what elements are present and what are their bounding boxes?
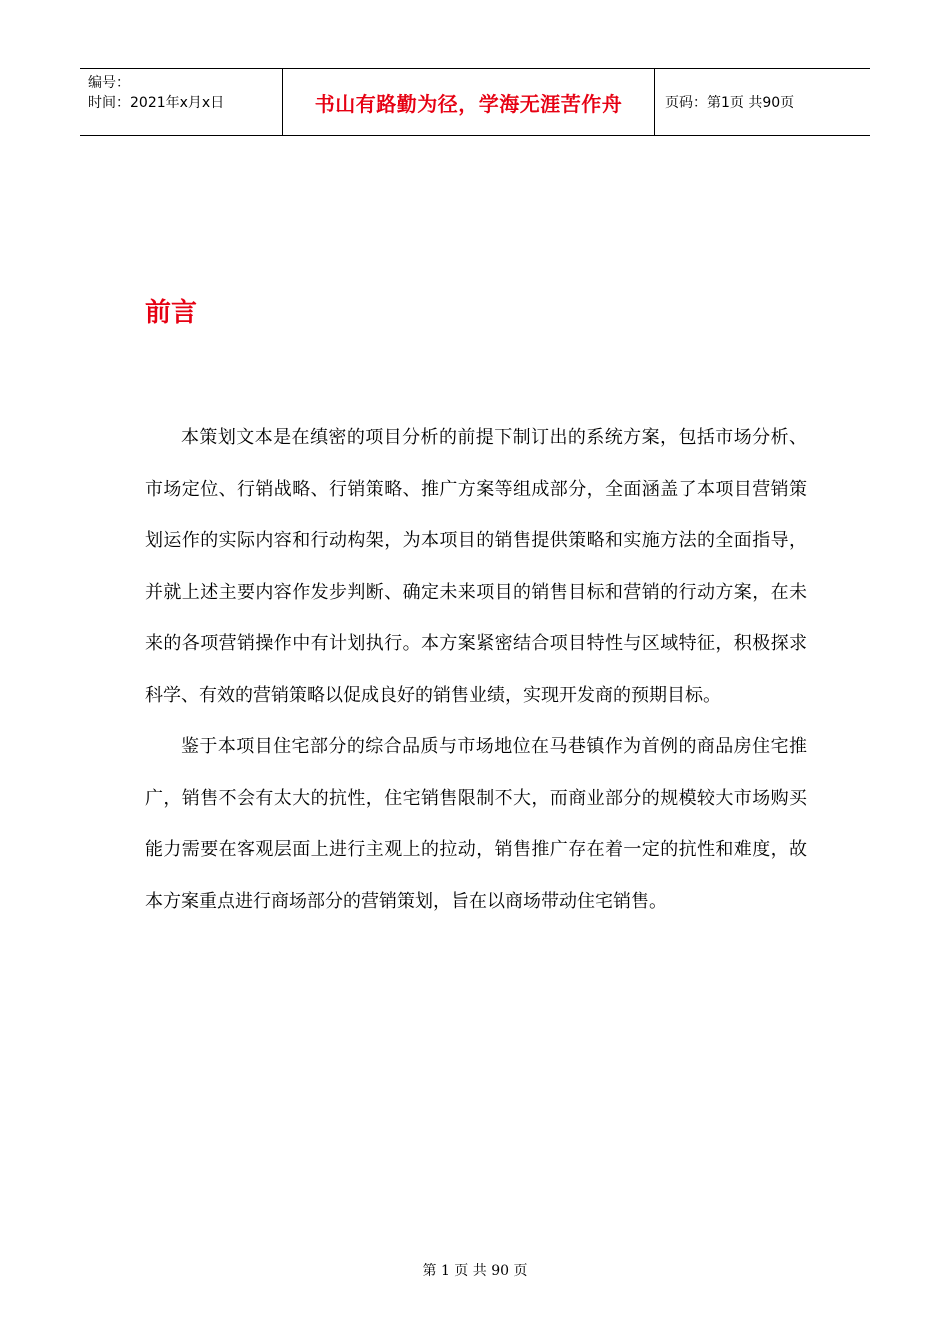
document-number-label: 编号： xyxy=(88,75,130,91)
page-header xyxy=(80,68,870,136)
header-motto: 书山有路勤为径，学海无涯苦作舟 xyxy=(314,91,623,116)
header-page-cell xyxy=(655,69,870,135)
header-motto-cell xyxy=(282,69,655,135)
header-meta-cell xyxy=(80,69,282,135)
paragraph: 本策划文本是在缜密的项目分析的前提下制订出的系统方案，包括市场分析、市场定位、行销战略、行销策略、推广方案等组成部分，全面涵盖了本项目营销策划运作的实际内容和行动构架，为本项目的销售提供策略和实施方法的全面指导，并就上述主要内容作发步判断、确定未来项目的销售目标和营销的行动方案，在未来的各项营销操作中有计划执行。本方案紧密结合项目特性与区域特征，积极探求科学、有效的营销策略以促成良好的销售业绩，实现开发商的预期目标。 xyxy=(145,427,807,706)
document-time-label: 时间：2021年x月x日 xyxy=(88,95,225,111)
section-heading: 前言 xyxy=(145,298,198,328)
page-footer: 第 1 页 共 90 页 xyxy=(422,1263,528,1279)
paragraph: 鉴于本项目住宅部分的综合品质与市场地位在马巷镇作为首例的商品房住宅推广，销售不会有太大的抗性，住宅销售限制不大，而商业部分的规模较大市场购买能力需要在客观层面上进行主观上的拉动，销售推广存在着一定的抗性和难度，故本方案重点进行商场部分的营销策划，旨在以商场带动住宅销售。 xyxy=(145,736,807,912)
header-page-info: 页码：第1页 共90页 xyxy=(665,95,795,111)
document-body xyxy=(145,412,807,927)
